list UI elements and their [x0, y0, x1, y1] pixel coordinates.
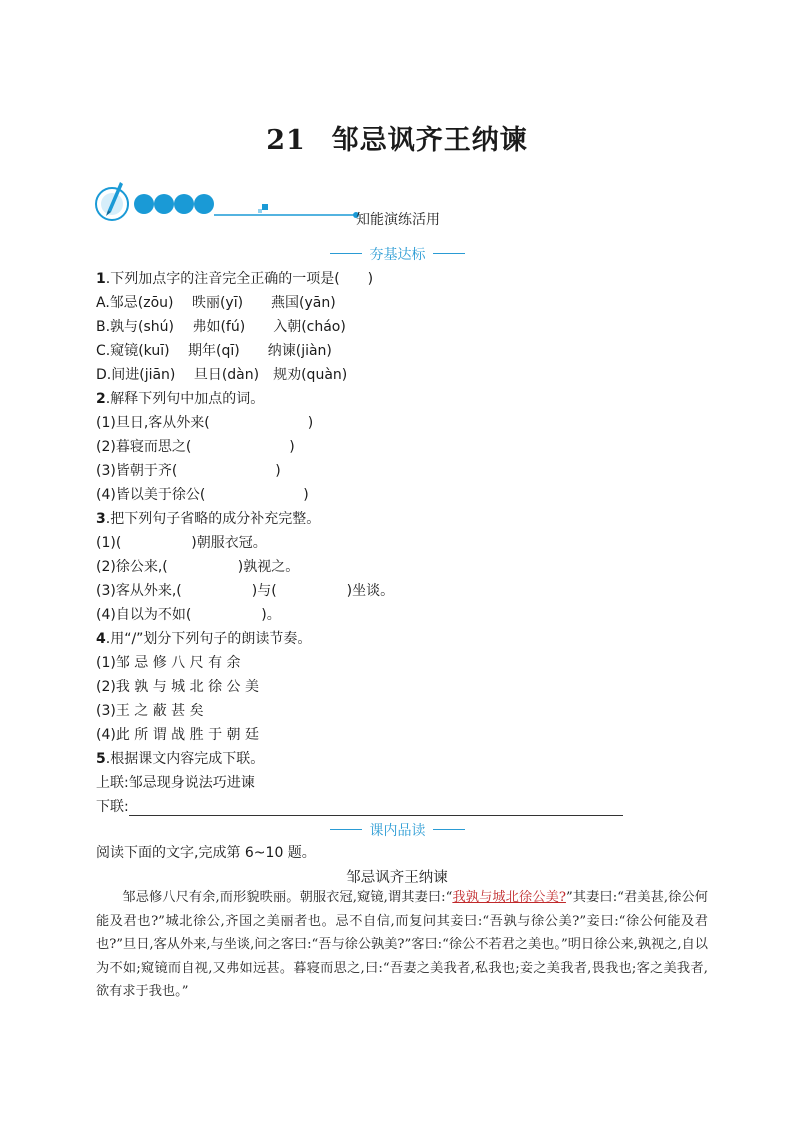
question-number: 2 [96, 391, 106, 407]
question-1 [96, 270, 373, 288]
passage-title: 邹忌讽齐王纳谏 [346, 870, 448, 886]
couplet-lower-label: 下联: [96, 799, 129, 815]
question-4 [96, 630, 311, 648]
option-b: B.孰与(shú) 弗如(fú) 入朝(cháo) [96, 319, 346, 335]
question-stem: .根据课文内容完成下联。 [105, 751, 265, 767]
question-number: 5 [96, 751, 106, 767]
passage-start: 邹忌修八尺有余,而形貌昳丽。朝服衣冠,窥镜,谓其妻曰:“ [122, 890, 453, 905]
option-d: D.间进(jiān) 旦日(dàn) 规劝(quàn) [96, 367, 348, 383]
question-number: 1 [96, 271, 106, 287]
question-stem: .下列加点字的注音完全正确的一项是( ) [105, 271, 374, 287]
lesson-title: 邹忌讽齐王纳谏 [331, 125, 528, 156]
passage-text [96, 886, 708, 1004]
q4-item-3: (3)王 之 蔽 甚 矣 [96, 703, 204, 719]
passage-rest: ”其妻曰:“君美甚,徐公何能及君也?”城北徐公,齐国之美丽者也。忌不自信,而复问其妾曰:“吾孰与徐公美?”妾曰:“徐公何能及君也?”旦日,客从外来,与坐谈,问之客曰:“吾与徐公孰美?”客曰:“徐公不若君之美也。”明日徐公来,孰视之,自以为不如;窥镜而自视,又弗如远甚。暮寝而思之,曰:“吾妻之美我者,私我也;妾之美我者,畏我也;客之美我者,欲有求于我也。” [96, 890, 708, 999]
subhead-foundation: 夯基达标 [330, 244, 465, 264]
lesson-number: 21 [266, 125, 306, 156]
q3-item-4: (4)自以为不如( )。 [96, 607, 281, 623]
section-label: 知能演练活用 [356, 212, 440, 228]
question-number: 4 [96, 631, 106, 647]
reading-instruction: 阅读下面的文字,完成第 6~10 题。 [96, 845, 316, 861]
question-3 [96, 510, 320, 528]
q3-item-3: (3)客从外来,( )与( )坐谈。 [96, 583, 395, 599]
q4-item-2: (2)我 孰 与 城 北 徐 公 美 [96, 679, 259, 695]
question-number: 3 [96, 511, 106, 527]
q3-item-2: (2)徐公来,( )孰视之。 [96, 559, 300, 575]
option-c: C.窥镜(kuī) 期年(qī) 纳谏(jiàn) [96, 343, 332, 359]
question-5 [96, 750, 264, 768]
q2-item-1: (1)旦日,客从外来( ) [96, 415, 314, 431]
q2-item-3: (3)皆朝于齐( ) [96, 463, 281, 479]
couplet-upper: 上联:邹忌现身说法巧进谏 [96, 775, 255, 791]
q4-item-4: (4)此 所 谓 战 胜 于 朝 廷 [96, 727, 259, 743]
section-banner [94, 176, 464, 226]
option-a: A.邹忌(zōu) 昳丽(yī) 燕国(yān) [96, 295, 336, 311]
page-title [0, 118, 794, 157]
q3-item-1: (1)( )朝服衣冠。 [96, 535, 267, 551]
passage-underlined: 我孰与城北徐公美? [452, 890, 566, 905]
q2-item-2: (2)暮寝而思之( ) [96, 439, 295, 455]
subhead-reading: 课内品读 [330, 820, 465, 840]
couplet-lower [96, 798, 623, 816]
answer-blank-line[interactable] [129, 801, 623, 816]
question-stem: .解释下列句中加点的词。 [105, 391, 265, 407]
q2-item-4: (4)皆以美于徐公( ) [96, 487, 309, 503]
question-2 [96, 390, 264, 408]
question-stem: .用“/”划分下列句子的朗读节奏。 [105, 631, 312, 647]
q4-item-1: (1)邹 忌 修 八 尺 有 余 [96, 655, 241, 671]
question-stem: .把下列句子省略的成分补充完整。 [105, 511, 321, 527]
